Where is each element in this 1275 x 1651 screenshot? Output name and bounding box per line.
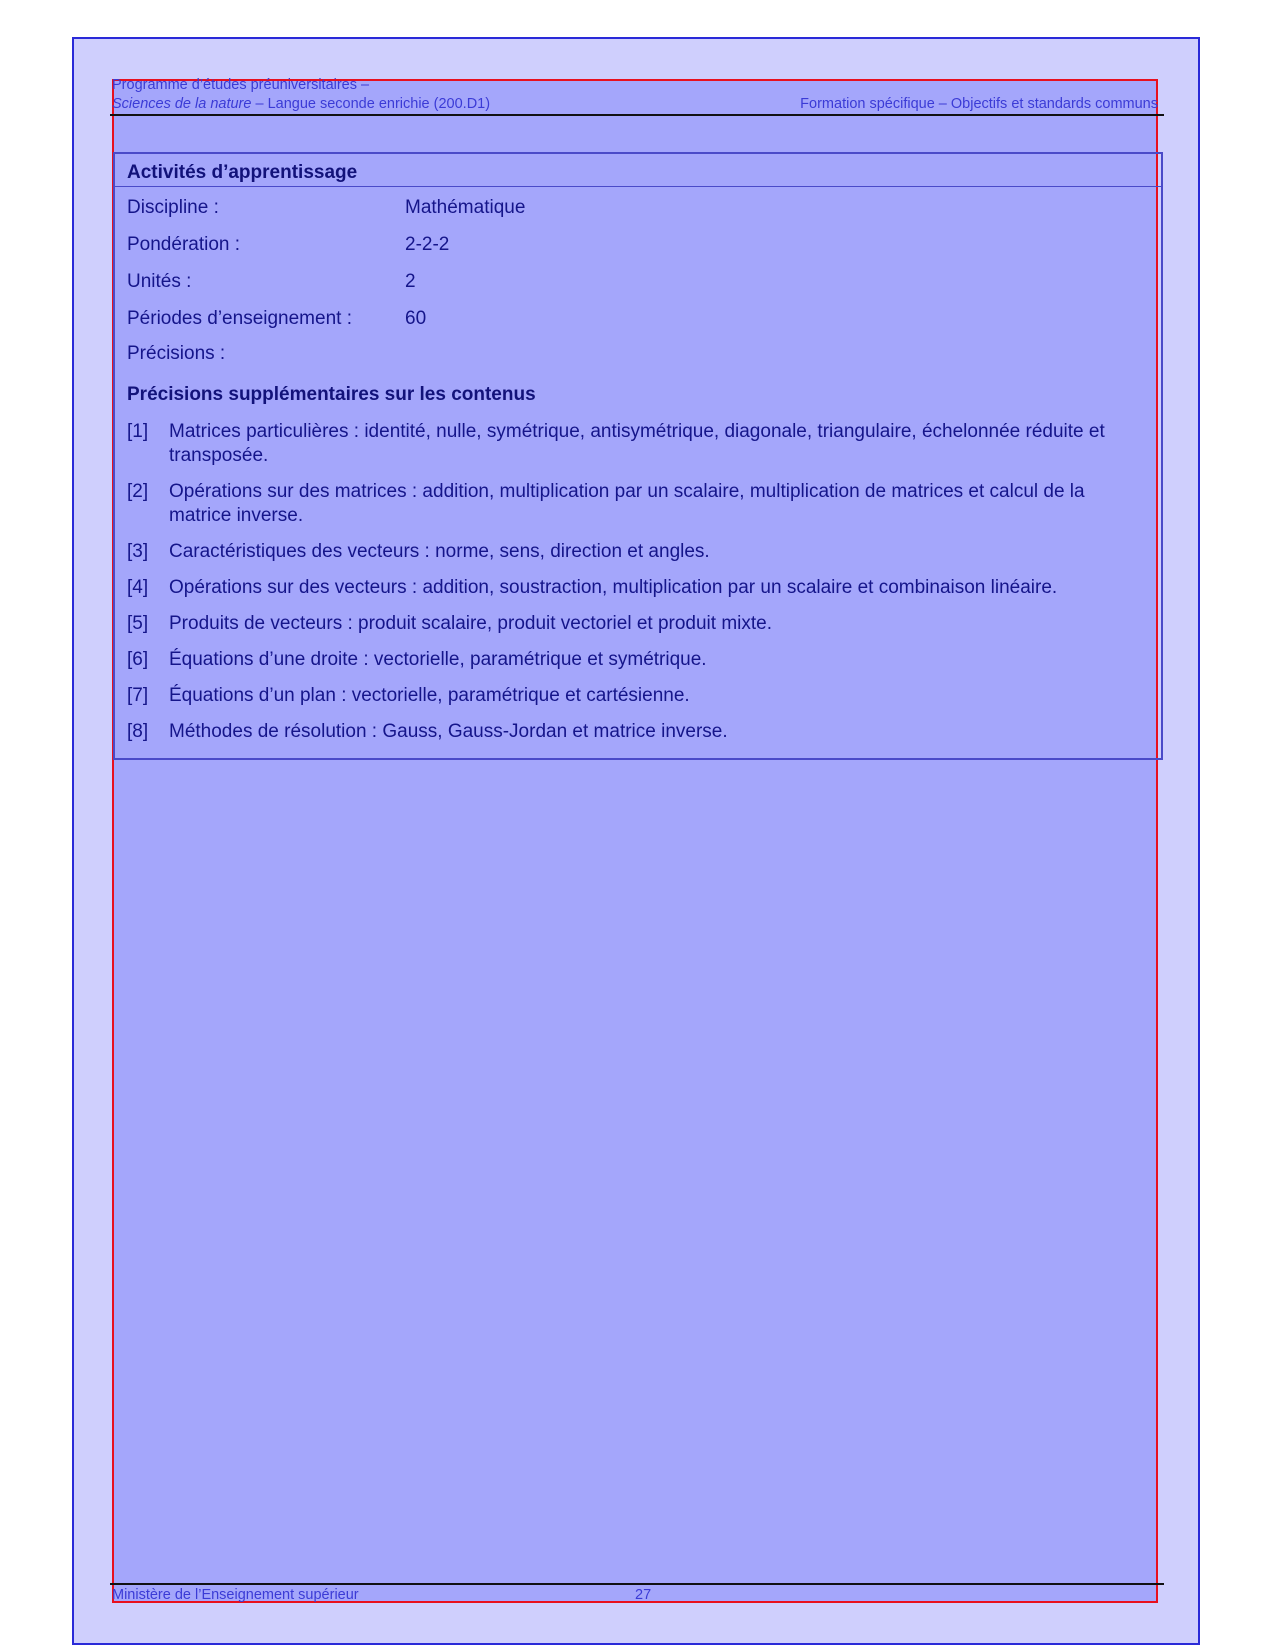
item-text: Équations d’un plan : vectorielle, paramétrique et cartésienne. <box>169 685 690 706</box>
field-value: Mathématique <box>405 197 526 218</box>
field-value: 2-2-2 <box>405 234 450 255</box>
item-number: [3] <box>127 541 149 562</box>
item-text: Opérations sur des matrices : addition, multiplication par un scalaire, multiplication de matrices et calcul de la matrice inverse. <box>169 481 1085 526</box>
field-label: Pondération : <box>127 234 241 255</box>
list-item <box>127 540 1147 564</box>
list-item <box>127 648 1147 672</box>
learning-activities-box <box>113 152 1163 760</box>
field-unites <box>127 271 416 293</box>
item-number: [8] <box>127 721 149 742</box>
item-text: Méthodes de résolution : Gauss, Gauss-Jordan et matrice inverse. <box>169 721 728 742</box>
footer-ministry: Ministère de l’Enseignement supérieur <box>112 1587 359 1603</box>
item-text: Caractéristiques des vecteurs : norme, sens, direction et angles. <box>169 541 710 562</box>
item-text: Opérations sur des vecteurs : addition, soustraction, multiplication par un scalaire et combinaison linéaire. <box>169 577 1058 598</box>
field-label: Périodes d’enseignement : <box>127 308 352 329</box>
field-label: Précisions : <box>127 343 226 364</box>
content-precisions-title: Précisions supplémentaires sur les contenus <box>127 384 536 405</box>
list-item <box>127 420 1147 468</box>
page-number: 27 <box>635 1587 652 1603</box>
field-value: 60 <box>405 308 427 329</box>
item-number: [1] <box>127 421 149 442</box>
header-program-name <box>112 96 490 112</box>
item-text: Matrices particulières : identité, nulle, symétrique, antisymétrique, diagonale, triangulaire, échelonnée réduite et transposée. <box>169 421 1105 466</box>
header-line2 <box>112 96 1158 112</box>
list-item <box>127 612 1147 636</box>
footer <box>112 1587 652 1603</box>
list-item <box>127 684 1147 708</box>
field-discipline <box>127 197 525 219</box>
list-item <box>127 480 1147 528</box>
header-program: Programme d’études préuniversitaires – <box>112 77 370 93</box>
header-rule <box>110 114 1164 116</box>
list-item <box>127 720 1147 744</box>
field-value: 2 <box>405 271 416 292</box>
field-ponderation <box>127 234 449 256</box>
field-precisions <box>127 343 405 365</box>
item-number: [7] <box>127 685 149 706</box>
item-number: [2] <box>127 481 149 502</box>
item-text: Équations d’une droite : vectorielle, paramétrique et symétrique. <box>169 649 707 670</box>
list-item <box>127 576 1147 600</box>
item-text: Produits de vecteurs : produit scalaire, produit vectoriel et produit mixte. <box>169 613 773 634</box>
field-periodes <box>127 308 426 330</box>
footer-rule <box>110 1583 1164 1585</box>
item-number: [4] <box>127 577 149 598</box>
header-program-code: – Langue seconde enrichie (200.D1) <box>251 96 491 112</box>
header-program-italic: Sciences de la nature <box>112 96 252 112</box>
header-section: Formation spécifique – Objectifs et standards communs <box>800 96 1158 112</box>
box-title: Activités d’apprentissage <box>115 154 1161 187</box>
item-number: [5] <box>127 613 149 634</box>
field-label: Discipline : <box>127 197 219 218</box>
field-label: Unités : <box>127 271 192 292</box>
content-list <box>127 420 1147 756</box>
item-number: [6] <box>127 649 149 670</box>
